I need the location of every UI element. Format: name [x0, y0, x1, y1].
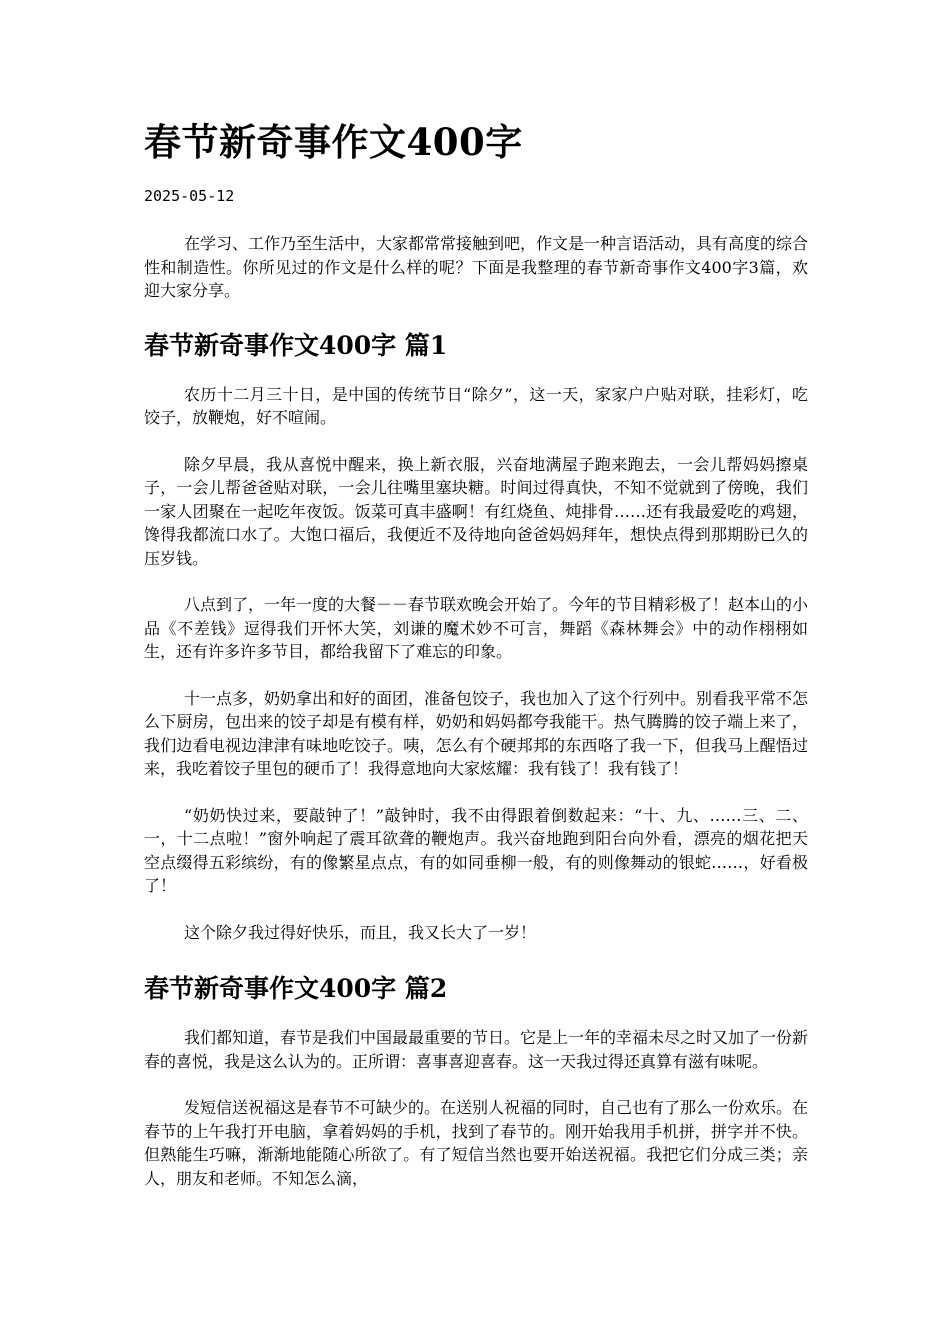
- section-1-paragraph-5: “奶奶快过来，要敲钟了！”敲钟时，我不由得跟着倒数起来：“十、九、……三、二、一，十二点啦！”窗外响起了震耳欲聋的鞭炮声。我兴奋地跑到阳台向外看，漂亮的烟花把天空点缀得五彩缤纷，有的像繁星点点，有的如同垂柳一般，有的则像舞动的银蛇……，好看极了！: [144, 805, 808, 895]
- section-2-paragraph-2: 发短信送祝福这是春节不可缺少的。在送别人祝福的同时，自己也有了那么一份欢乐。在春节的上午我打开电脑，拿着妈妈的手机，找到了春节的。刚开始我用手机拼，拼字并不快。但熟能生巧嘛，渐渐地能随心所欲了。有了短信当然也要开始送祝福。我把它们分成三类；亲人，朋友和老师。不知怎么滴，: [144, 1098, 809, 1188]
- section-1-paragraph-3: 八点到了，一年一度的大餐－－春节联欢晚会开始了。今年的节目精彩极了！赵本山的小品《不差钱》逗得我们开怀大笑，刘谦的魔术妙不可言，舞蹈《森林舞会》中的动作栩栩如生，还有许多许多节目，都给我留下了难忘的印象。: [144, 595, 809, 661]
- document-page: [144, 118, 808, 1190]
- section-2-paragraph-1: 我们都知道，春节是我们中国最最重要的节日。它是上一年的幸福未尽之时又加了一份新春的喜悦，我是这么认为的。正所谓：喜事喜迎喜春。这一天我过得还真算有滋有味呢。: [144, 1028, 809, 1071]
- section-1-paragraph-6: 这个除夕我过得好快乐，而且，我又长大了一岁！: [184, 922, 537, 942]
- intro-paragraph: 在学习、工作乃至生活中，大家都常常接触到吧，作文是一种言语活动，具有高度的综合性和制造性。你所见过的作文是什么样的呢？下面是我整理的春节新奇事作文400字3篇，欢迎大家分享。: [144, 234, 809, 300]
- document-title: 春节新奇事作文400字: [144, 120, 523, 164]
- section-1-paragraph-1: 农历十二月三十日，是中国的传统节日“除夕”，这一天，家家户户贴对联，挂彩灯，吃饺子，放鞭炮，好不喧闹。: [144, 384, 808, 427]
- publish-date: 2025-05-12: [144, 187, 235, 205]
- section-1-paragraph-2: 除夕早晨，我从喜悦中醒来，换上新衣服，兴奋地满屋子跑来跑去，一会儿帮妈妈擦桌子，一会儿帮爸爸贴对联，一会儿往嘴里塞块糖。时间过得真快，不知不觉就到了傍晚，我们一家人团聚在一起吃年夜饭。饭菜可真丰盛啊！有红烧鱼、炖排骨……还有我最爱吃的鸡翅，馋得我都流口水了。大饱口福后，我便近不及待地向爸爸妈妈拜年，想快点得到那期盼已久的压岁钱。: [144, 454, 808, 568]
- section-1-paragraph-4: 十一点多，奶奶拿出和好的面团，准备包饺子，我也加入了这个行列中。别看我平常不怎么下厨房，包出来的饺子却是有模有样，奶奶和妈妈都夸我能干。热气腾腾的饺子端上来了，我们边看电视边津津有味地吃饺子。咦，怎么有个硬邦邦的东西咯了我一下，但我马上醒悟过来，我吃着饺子里包的硬币了！我得意地向大家炫耀：我有钱了！我有钱了！: [144, 688, 809, 778]
- section-heading-2: 春节新奇事作文400字 篇2: [144, 974, 448, 1003]
- section-heading-1: 春节新奇事作文400字 篇1: [144, 330, 448, 360]
